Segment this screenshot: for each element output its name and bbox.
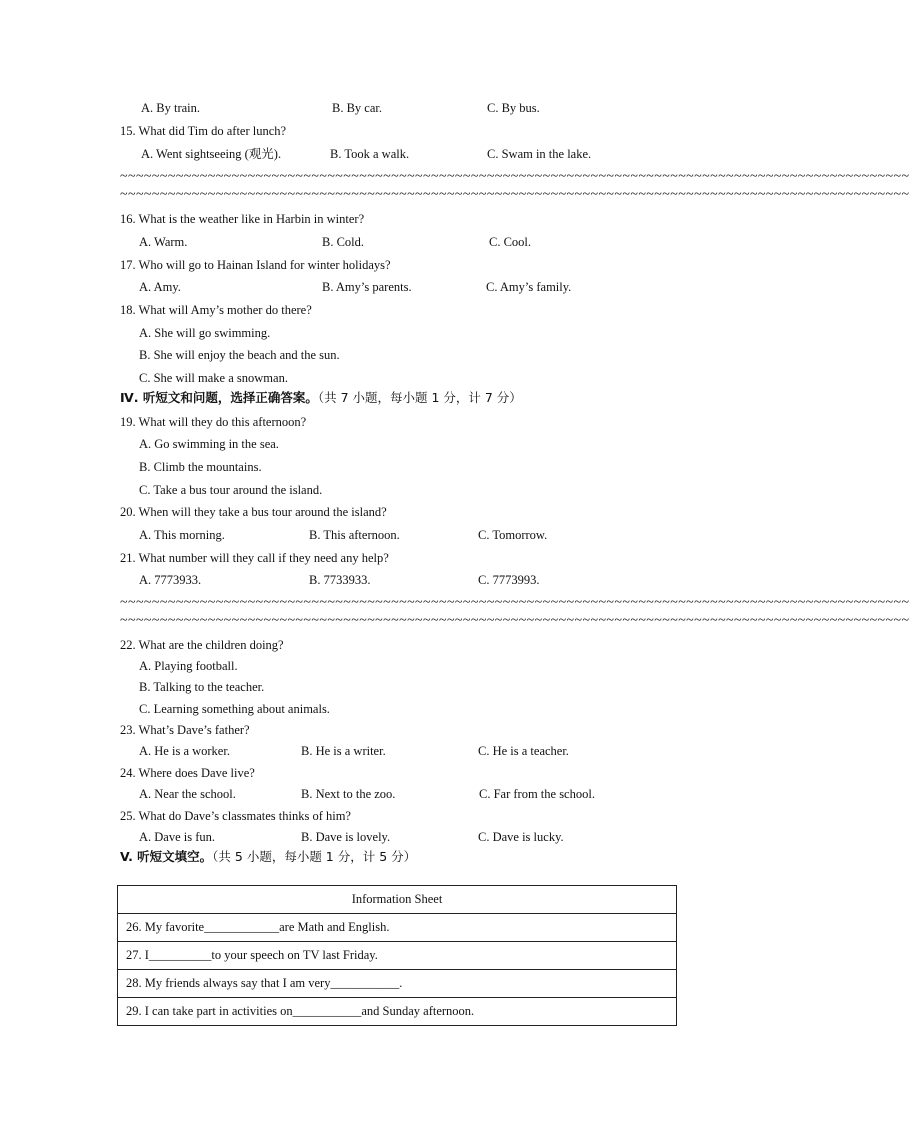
q15-option-a: A. Went sightseeing (观光).	[141, 147, 282, 161]
q20-option-c: C. Tomorrow.	[478, 528, 548, 542]
q14-option-b: B. By car.	[332, 101, 382, 115]
fill-blank-item-28: 28. My friends always say that I am very___________.	[118, 970, 677, 998]
table-header: Information Sheet	[118, 886, 677, 914]
q15-question: 15. What did Tim do after lunch?	[120, 124, 287, 138]
q17-option-a: A. Amy.	[139, 280, 181, 294]
information-sheet-table	[117, 885, 677, 1026]
fill-blank-item-26: 26. My favorite____________are Math and English.	[118, 914, 677, 942]
section-4-title: Ⅳ. 听短文和问题，选择正确答案。	[120, 390, 318, 405]
q19-option-a: A. Go swimming in the sea.	[139, 437, 279, 451]
q18-option-b: B. She will enjoy the beach and the sun.	[139, 348, 340, 362]
wave-divider: ~~~~~~~~~~~~~~~~~~~~~~~~~~~~~~~~~~~~~~~~~~~~~~~~~~~~~~~~~~~~~~~~~~~~~~~~~~~~~~~~~~~~~~~~~~~~~~~~~~~	[120, 187, 909, 202]
q24-question: 24. Where does Dave live?	[120, 766, 255, 780]
q22-option-a: A. Playing football.	[139, 659, 238, 673]
q22-option-c: C. Learning something about animals.	[139, 702, 330, 716]
q23-option-a: A. He is a worker.	[139, 744, 230, 758]
q15-option-b: B. Took a walk.	[330, 147, 410, 161]
q14-option-c: C. By bus.	[487, 101, 540, 115]
q18-option-c: C. She will make a snowman.	[139, 371, 288, 385]
q24-option-a: A. Near the school.	[139, 787, 236, 801]
q16-question: 16. What is the weather like in Harbin in winter?	[120, 212, 365, 226]
q18-option-a: A. She will go swimming.	[139, 326, 271, 340]
q20-question: 20. When will they take a bus tour around the island?	[120, 505, 387, 519]
q21-option-a: A. 7773933.	[139, 573, 202, 587]
q25-option-a: A. Dave is fun.	[139, 830, 216, 844]
q23-option-c: C. He is a teacher.	[478, 744, 569, 758]
wave-divider: ~~~~~~~~~~~~~~~~~~~~~~~~~~~~~~~~~~~~~~~~~~~~~~~~~~~~~~~~~~~~~~~~~~~~~~~~~~~~~~~~~~~~~~~~~~~~~~~~~~~	[120, 169, 909, 184]
section-4-scoring: （共 7 小题，每小题 1 分，计 7 分）	[317, 390, 522, 405]
table-header-row	[118, 886, 677, 914]
q23-question: 23. What’s Dave’s father?	[120, 723, 250, 737]
q21-option-c: C. 7773993.	[478, 573, 540, 587]
section-4-heading	[120, 390, 522, 406]
q16-option-a: A. Warm.	[139, 235, 188, 249]
q25-option-b: B. Dave is lovely.	[301, 830, 391, 844]
section-5-scoring: （共 5 小题，每小题 1 分，计 5 分）	[212, 849, 417, 864]
q22-question: 22. What are the children doing?	[120, 638, 284, 652]
q23-option-b: B. He is a writer.	[301, 744, 386, 758]
q24-option-b: B. Next to the zoo.	[301, 787, 396, 801]
fill-blank-item-29: 29. I can take part in activities on___________and Sunday afternoon.	[118, 998, 677, 1026]
table-row	[118, 942, 677, 970]
q21-option-b: B. 7733933.	[309, 573, 371, 587]
table-row	[118, 914, 677, 942]
q17-option-b: B. Amy’s parents.	[322, 280, 412, 294]
q16-option-c: C. Cool.	[489, 235, 532, 249]
table-row	[118, 970, 677, 998]
q25-question: 25. What do Dave’s classmates thinks of him?	[120, 809, 351, 823]
q17-option-c: C. Amy’s family.	[486, 280, 572, 294]
q19-option-c: C. Take a bus tour around the island.	[139, 483, 323, 497]
q20-option-a: A. This morning.	[139, 528, 225, 542]
q18-question: 18. What will Amy’s mother do there?	[120, 303, 312, 317]
table-row	[118, 998, 677, 1026]
section-5-title: V. 听短文填空。	[120, 849, 213, 864]
q14-option-a: A. By train.	[141, 101, 201, 115]
q24-option-c: C. Far from the school.	[479, 787, 595, 801]
q16-option-b: B. Cold.	[322, 235, 365, 249]
q15-option-c: C. Swam in the lake.	[487, 147, 592, 161]
fill-blank-item-27: 27. I__________to your speech on TV last Friday.	[118, 942, 677, 970]
wave-divider: ~~~~~~~~~~~~~~~~~~~~~~~~~~~~~~~~~~~~~~~~~~~~~~~~~~~~~~~~~~~~~~~~~~~~~~~~~~~~~~~~~~~~~~~~~~~~~~~~~~~	[120, 613, 909, 628]
q17-question: 17. Who will go to Hainan Island for winter holidays?	[120, 258, 391, 272]
q20-option-b: B. This afternoon.	[309, 528, 400, 542]
section-5-heading	[120, 849, 416, 865]
q19-question: 19. What will they do this afternoon?	[120, 415, 307, 429]
q22-option-b: B. Talking to the teacher.	[139, 680, 265, 694]
q21-question: 21. What number will they call if they need any help?	[120, 551, 389, 565]
q19-option-b: B. Climb the mountains.	[139, 460, 262, 474]
q25-option-c: C. Dave is lucky.	[478, 830, 564, 844]
wave-divider: ~~~~~~~~~~~~~~~~~~~~~~~~~~~~~~~~~~~~~~~~~~~~~~~~~~~~~~~~~~~~~~~~~~~~~~~~~~~~~~~~~~~~~~~~~~~~~~~~~~~	[120, 595, 909, 610]
